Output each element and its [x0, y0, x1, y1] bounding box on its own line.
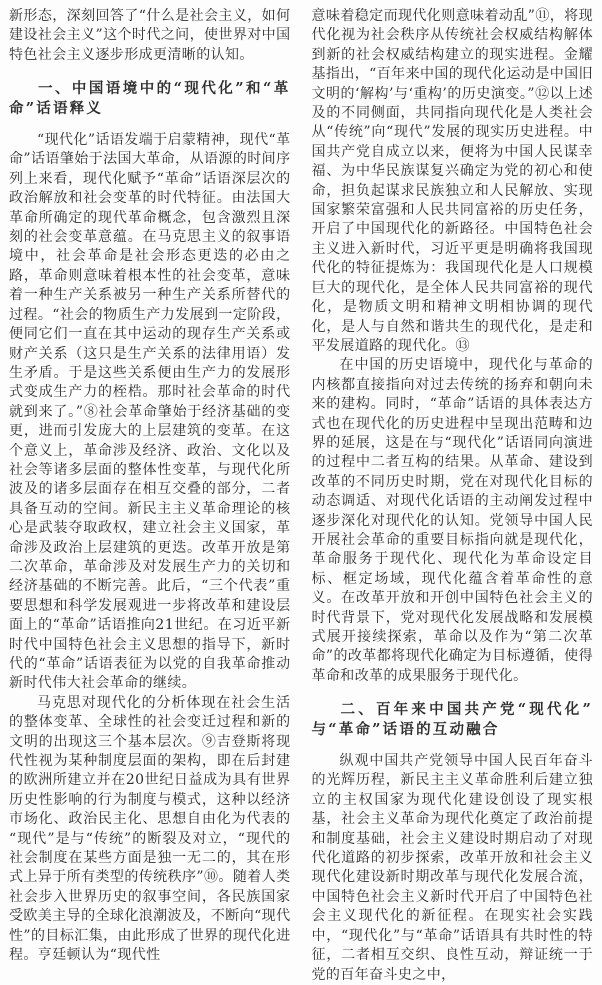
body-paragraph: 马克思对现代化的分析体现在社会生活的整体变革、全球性的社会变迁过程和新的文明的出现这三个基本层次。⑨吉登斯将现代性视为某种制度层面的架构，即在后封建的欧洲所建立并在20世纪日益成为具有世界历史性影响的行为制度与模式，这种以经济市场化、政治民主化、思想自由化为代表的“现代”是与“传统”的断裂及对立，“现代的社会制度在某些方面是独一无二的，其在形式上异于所有类型的传统秩序”⑩。随着人类社会步入世界历史的叙事空间，各民族国家受欧美主导的全球化浪潮波及，不断向“现代性”的目标汇集，由此形成了世界的现代化进程。亨廷顿认为“现代性 [9, 694, 291, 964]
body-paragraph: 在中国的历史语境中，现代化与革命的内核都直接指向对过去传统的扬弃和朝向未来的建构。同时，“革命”话语的具体表达方式也在现代化的历史进程中呈现出范畴和边界的延展，这是在与“现代化”话语同向演进的过程中二者互构的结果。从革命、建设到改革的不同历史时期，党在对现代化目标的动态调适、对现代化话语的主动阐发过程中逐步深化对现代化的认知。党领导中国人民开展社会革命的重要目标指向就是现代化，革命服务于现代化、现代化为革命设定目标、框定场域，现代化蕴含着革命性的意义。在改革开放和开创中国特色社会主义的时代背景下，党对现代化发展战略和发展模式展开接续探索，革命以及作为“第二次革命”的改革都将现代化确定为目标遵循，使得革命和改革的成果服务于现代化。 [311, 357, 593, 684]
right-column [311, 7, 594, 983]
continuation-paragraph: 意味着稳定而现代化则意味着动乱”⑪，将现代化视为社会秩序从传统社会权威结构解体到新的社会权威结构建立的现实进程。金耀基指出，“百年来中国的现代化运动是中国旧文明的‘解构’与‘重构’的历史演变。”⑫以上述及的不同侧面，共同指向现代化是人类社会从“传统”向“现代”发展的现实历史进程。中国共产党自成立以来，便将为中国人民谋幸福、为中华民族谋复兴确定为党的初心和使命，担负起谋求民族独立和人民解放、实现国家繁荣富强和人民共同富裕的历史任务，开启了中国现代化的新路径。中国特色社会主义进入新时代，习近平更是明确将我国现代化的特征提炼为：我国现代化是人口规模巨大的现代化，是全体人民共同富裕的现代化，是物质文明和精神文明相协调的现代化，是人与自然和谐共生的现代化，是走和平发展道路的现代化。⑬ [311, 8, 593, 354]
body-paragraph: “现代化”话语发端于启蒙精神，现代“革命”话语肇始于法国大革命，从语源的时间序列上来看，现代化赋予“革命”话语深层次的政治解放和社会变革的时代特征。由法国大革命所确定的现代革命概念，包含激烈且深刻的社会变革意蕴。在马克思主义的叙事语境中，社会革命是社会形态更迭的必由之路，革命则意味着根本性的社会变革，意味着一种生产关系被另一种生产关系所替代的过程。“社会的物质生产力发展到一定阶段，便同它们一直在其中运动的现存生产关系或财产关系（这只是生产关系的法律用语）发生矛盾。于是这些关系便由生产力的发展形式变成生产力的桎梏。那时社会革命的时代就到来了。”⑧社会革命肇始于经济基础的变更，进而引发庞大的上层建筑的变革。在这个意义上，革命涉及经济、政治、文化以及社会等诸多层面的整体性变革，与现代化所波及的诸多层面存在相互交叠的部分，二者具备互动的空间。新民主主义革命理论的核心是武装夺取政权，建立社会主义国家，革命涉及政治上层建筑的更迭。改革开放是第二次革命，革命涉及对发展生产力的关切和经济基础的不断完善。此后，“三个代表”重要思想和科学发展观进一步将改革和建设层面上的“革命”话语推向21世纪。在习近平新时代中国特色社会主义思想的指导下，新时代的“革命”话语表征为以党的自我革命推动新时代伟大社会革命的继续。 [9, 132, 291, 692]
left-column [9, 7, 291, 964]
section-2-heading: 二、百年来中国共产党“现代化”与“革命”话语的互动融合 [311, 701, 593, 738]
continuation-paragraph: 新形态，深刻回答了“什么是社会主义，如何建设社会主义”这个时代之问，使世界对中国特色社会主义逐步形成更清晰的认知。 [9, 8, 291, 63]
body-paragraph: 纵观中国共产党领导中国人民百年奋斗的光辉历程，新民主主义革命胜利后建立独立的主权国家为现代化建设创设了现实根基，社会主义革命为现代化奠定了政治前提和制度基础，社会主义建设时期启动了对现代化道路的初步探索，改革开放和社会主义现代化建设新时期改革与现代化发展合流，中国特色社会主义新时代开启了中国特色社会主义现代化的新征程。在现实社会实践中，“现代化”与“革命”话语具有共时性的特征，二者相互交织、良性互动，辩证统一于党的百年奋斗史之中， [311, 753, 593, 983]
section-1-heading: 一、中国语境中的“现代化”和“革命”话语释义 [9, 80, 291, 117]
